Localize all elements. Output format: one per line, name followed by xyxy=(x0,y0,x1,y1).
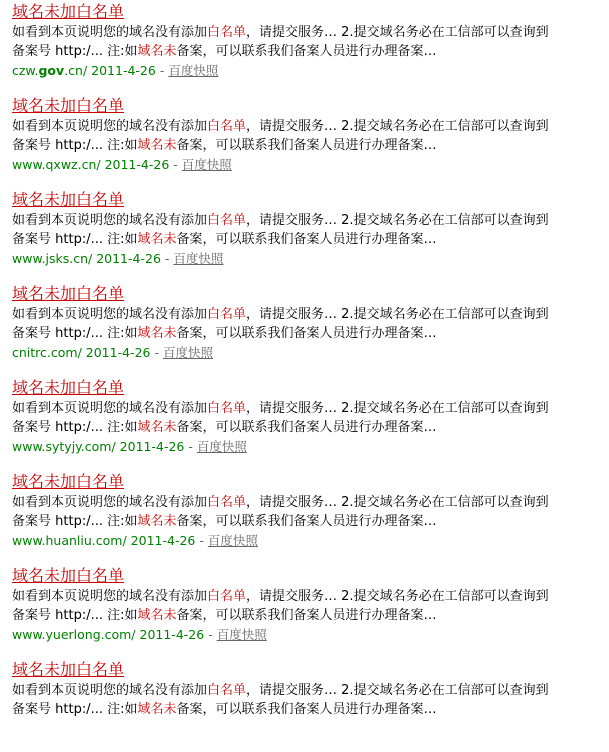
snippet-text: 如看到本页说明您的域名没有添加 xyxy=(12,307,208,322)
result-meta xyxy=(12,532,258,550)
snippet-highlight: 域名未 xyxy=(137,702,177,717)
snippet-text: 如看到本页说明您的域名没有添加 xyxy=(12,119,208,134)
result-snippet xyxy=(12,23,572,61)
search-result xyxy=(0,0,609,94)
search-result xyxy=(0,376,609,470)
search-result xyxy=(0,470,609,564)
snippet-highlight: 白名单 xyxy=(207,25,247,40)
meta-separator: - xyxy=(154,345,159,360)
snippet-text: 备案号 http:/... 注:如 xyxy=(12,608,138,623)
meta-separator: - xyxy=(159,63,165,78)
snippet-line xyxy=(12,399,572,418)
snippet-text: 如看到本页说明您的域名没有添加 xyxy=(12,589,208,604)
result-date: 2011-4-26 xyxy=(139,627,205,642)
result-snippet xyxy=(12,305,572,343)
snippet-text: ，请提交服务… 2.提交域名务必在工信部可以查询到 xyxy=(246,401,549,416)
result-snippet xyxy=(12,399,572,437)
result-title-link[interactable]: 域名未加白名单 xyxy=(12,284,125,303)
result-meta xyxy=(12,156,232,174)
result-snippet xyxy=(12,587,572,625)
url-highlight: gov xyxy=(38,63,65,78)
snippet-text: 备案，可以联系我们备案人员进行办理备案… xyxy=(176,44,437,59)
search-result xyxy=(0,94,609,188)
snippet-text: 如看到本页说明您的域名没有添加 xyxy=(12,683,208,698)
result-snippet xyxy=(12,117,572,155)
snippet-highlight: 域名未 xyxy=(137,514,177,529)
url-text: .cn/ xyxy=(64,63,88,78)
result-url xyxy=(12,627,204,642)
snippet-line xyxy=(12,681,572,700)
result-meta xyxy=(12,62,218,80)
snippet-text: 备案号 http:/... 注:如 xyxy=(12,420,138,435)
snippet-highlight: 白名单 xyxy=(207,589,247,604)
snippet-line xyxy=(12,23,572,42)
url-text: www.huanliu.com/ xyxy=(12,533,127,548)
result-url xyxy=(12,251,161,266)
snippet-highlight: 域名未 xyxy=(137,420,177,435)
snippet-line xyxy=(12,493,572,512)
result-date: 2011-4-26 xyxy=(91,63,156,78)
snippet-highlight: 域名未 xyxy=(137,608,177,623)
result-url xyxy=(12,345,150,360)
result-meta xyxy=(12,438,247,456)
snippet-text: ，请提交服务… 2.提交域名务必在工信部可以查询到 xyxy=(246,589,549,604)
meta-separator: - xyxy=(208,627,213,642)
snippet-text: 备案号 http:/... 注:如 xyxy=(12,702,138,717)
result-date: 2011-4-26 xyxy=(85,345,151,360)
cache-link[interactable]: 百度快照 xyxy=(162,345,213,360)
url-text: czw. xyxy=(12,63,39,78)
snippet-highlight: 白名单 xyxy=(207,495,247,510)
snippet-text: 备案，可以联系我们备案人员进行办理备案… xyxy=(176,608,437,623)
result-meta xyxy=(12,344,213,362)
snippet-text: ，请提交服务… 2.提交域名务必在工信部可以查询到 xyxy=(246,25,549,40)
snippet-line xyxy=(12,700,572,719)
cache-link[interactable]: 百度快照 xyxy=(168,63,219,78)
meta-separator: - xyxy=(173,157,178,172)
cache-link[interactable]: 百度快照 xyxy=(216,627,267,642)
snippet-text: 备案号 http:/... 注:如 xyxy=(12,514,138,529)
snippet-text: ，请提交服务… 2.提交域名务必在工信部可以查询到 xyxy=(246,495,549,510)
snippet-text: 备案，可以联系我们备案人员进行办理备案… xyxy=(176,232,437,247)
result-title-link[interactable]: 域名未加白名单 xyxy=(12,378,125,397)
snippet-line xyxy=(12,324,572,343)
snippet-text: 如看到本页说明您的域名没有添加 xyxy=(12,401,208,416)
url-text: www.sytyjy.com/ xyxy=(12,439,116,454)
result-meta xyxy=(12,250,223,268)
url-text: www.yuerlong.com/ xyxy=(12,627,136,642)
snippet-highlight: 域名未 xyxy=(137,232,177,247)
search-result xyxy=(0,658,609,752)
result-title-link[interactable]: 域名未加白名单 xyxy=(12,660,125,679)
snippet-text: ，请提交服务… 2.提交域名务必在工信部可以查询到 xyxy=(246,683,549,698)
result-title-link[interactable]: 域名未加白名单 xyxy=(12,96,125,115)
cache-link[interactable]: 百度快照 xyxy=(173,251,224,266)
search-result xyxy=(0,188,609,282)
snippet-line xyxy=(12,418,572,437)
snippet-text: 备案，可以联系我们备案人员进行办理备案… xyxy=(176,420,437,435)
snippet-text: 备案号 http:/... 注:如 xyxy=(12,232,138,247)
snippet-text: 备案，可以联系我们备案人员进行办理备案… xyxy=(176,326,437,341)
snippet-line xyxy=(12,136,572,155)
snippet-text: ，请提交服务… 2.提交域名务必在工信部可以查询到 xyxy=(246,307,549,322)
url-text: www.qxwz.cn/ xyxy=(12,157,101,172)
snippet-line xyxy=(12,230,572,249)
result-title-link[interactable]: 域名未加白名单 xyxy=(12,472,125,491)
meta-separator: - xyxy=(199,533,204,548)
snippet-text: 备案，可以联系我们备案人员进行办理备案… xyxy=(176,702,437,717)
snippet-text: 如看到本页说明您的域名没有添加 xyxy=(12,213,208,228)
result-url xyxy=(12,533,195,548)
result-snippet xyxy=(12,211,572,249)
snippet-text: 备案号 http:/... 注:如 xyxy=(12,138,138,153)
snippet-text: 备案号 http:/... 注:如 xyxy=(12,44,138,59)
url-text: www.jsks.cn/ xyxy=(12,251,93,266)
meta-separator: - xyxy=(164,251,170,266)
meta-separator: - xyxy=(188,439,193,454)
cache-link[interactable]: 百度快照 xyxy=(181,157,232,172)
result-title-link[interactable]: 域名未加白名单 xyxy=(12,566,125,585)
result-date: 2011-4-26 xyxy=(104,157,170,172)
result-url xyxy=(12,157,169,172)
snippet-text: 备案，可以联系我们备案人员进行办理备案… xyxy=(176,514,437,529)
snippet-line xyxy=(12,606,572,625)
snippet-text: 备案，可以联系我们备案人员进行办理备案… xyxy=(176,138,437,153)
snippet-highlight: 域名未 xyxy=(137,326,177,341)
snippet-line xyxy=(12,211,572,230)
snippet-highlight: 白名单 xyxy=(207,307,247,322)
result-date: 2011-4-26 xyxy=(119,439,185,454)
snippet-text: ，请提交服务… 2.提交域名务必在工信部可以查询到 xyxy=(246,213,549,228)
result-title-link[interactable]: 域名未加白名单 xyxy=(12,190,125,209)
snippet-text: 如看到本页说明您的域名没有添加 xyxy=(12,25,208,40)
result-url xyxy=(12,439,184,454)
snippet-line xyxy=(12,305,572,324)
result-date: 2011-4-26 xyxy=(96,251,161,266)
snippet-text: 如看到本页说明您的域名没有添加 xyxy=(12,495,208,510)
snippet-line xyxy=(12,117,572,136)
result-snippet xyxy=(12,493,572,531)
snippet-highlight: 白名单 xyxy=(207,401,247,416)
cache-link[interactable]: 百度快照 xyxy=(196,439,247,454)
snippet-highlight: 域名未 xyxy=(137,44,177,59)
result-url xyxy=(12,63,156,78)
result-meta xyxy=(12,626,267,644)
result-snippet xyxy=(12,681,572,719)
search-result xyxy=(0,282,609,376)
snippet-line xyxy=(12,587,572,606)
result-title-link[interactable]: 域名未加白名单 xyxy=(12,2,125,21)
snippet-highlight: 白名单 xyxy=(207,683,247,698)
snippet-highlight: 白名单 xyxy=(207,119,247,134)
snippet-text: ，请提交服务… 2.提交域名务必在工信部可以查询到 xyxy=(246,119,549,134)
result-date: 2011-4-26 xyxy=(130,533,196,548)
snippet-highlight: 域名未 xyxy=(137,138,177,153)
snippet-highlight: 白名单 xyxy=(207,213,247,228)
search-result xyxy=(0,564,609,658)
snippet-line xyxy=(12,512,572,531)
url-text: cnitrc.com/ xyxy=(12,345,82,360)
snippet-line xyxy=(12,42,572,61)
snippet-text: 备案号 http:/... 注:如 xyxy=(12,326,138,341)
cache-link[interactable]: 百度快照 xyxy=(207,533,258,548)
